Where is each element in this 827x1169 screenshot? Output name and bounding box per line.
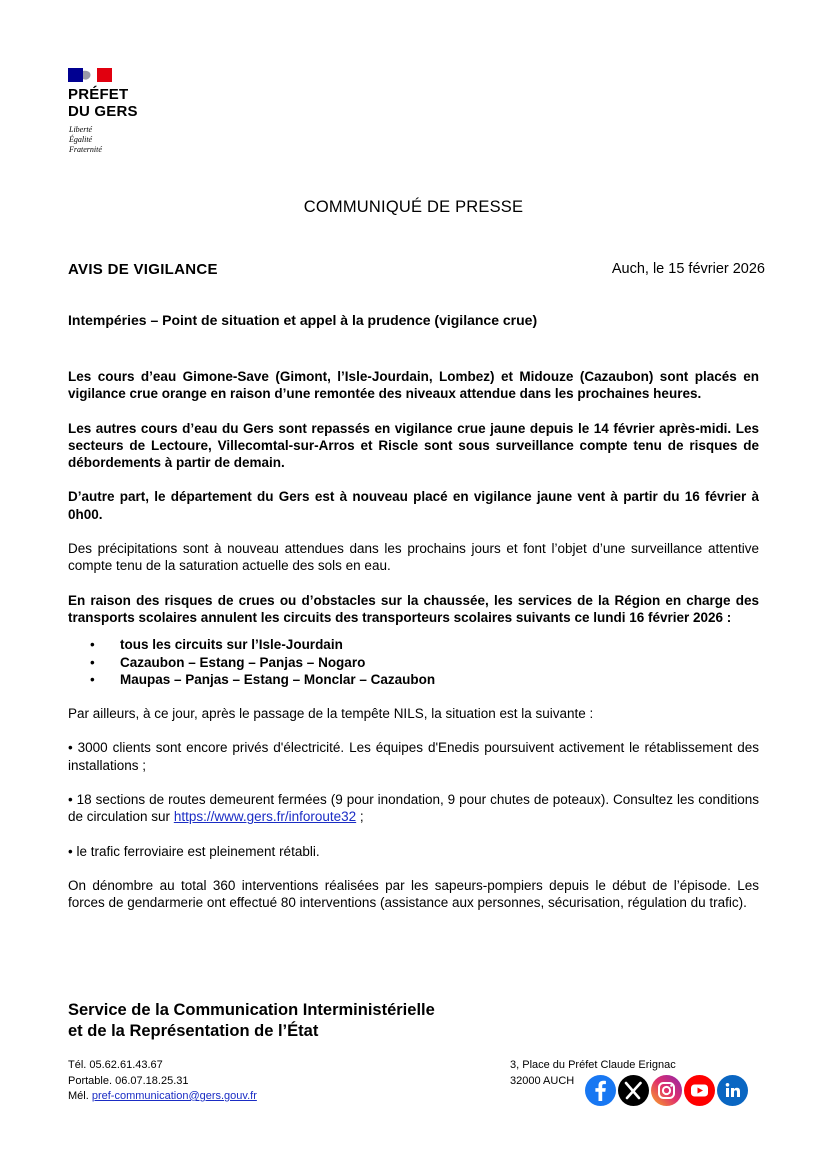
contact-block (68, 1058, 257, 1105)
marianne-flag-icon (68, 68, 112, 82)
paragraph-orange-vigilance: Les cours d’eau Gimone-Save (Gimont, l’Isle-Jourdain, Lombez) et Midouze (Cazaubon) sont placés en vigilance crue orange en raison d’une remontée des niveaux attendue dans les prochaines heures. (68, 369, 759, 402)
roads-text: • 18 sections de routes demeurent fermées (9 pour inondation, 9 pour chutes de poteaux). Consultez les conditions de circulation sur (68, 792, 759, 825)
email-link[interactable]: pref-communication@gers.gouv.fr (91, 1090, 257, 1102)
date-line: Auch, le 15 février 2026 (611, 261, 765, 277)
youtube-icon[interactable] (684, 1075, 715, 1106)
paragraph-yellow-vigilance: Les autres cours d’eau du Gers sont repassés en vigilance crue jaune depuis le 14 février après-midi. Les secteurs de Lectoure, Villecomtal-sur-Arros et Riscle sont sous surveillance compte tenu de risques de débordements à partir de demain. (68, 420, 759, 471)
motto-fraternite: Fraternité (69, 145, 102, 154)
motto-liberte: Liberté (69, 125, 93, 134)
list-item (68, 654, 759, 671)
document-type: COMMUNIQUÉ DE PRESSE (303, 198, 524, 216)
prefet-line-2: DU GERS (68, 103, 138, 120)
inforoute-link[interactable]: https://www.gers.fr/inforoute32 (173, 809, 357, 825)
subtitle: Intempéries – Point de situation et appel à la prudence (vigilance crue) (68, 312, 538, 328)
paragraph-electricity: • 3000 clients sont encore privés d'électricité. Les équipes d'Enedis poursuivent activement le rétablissement des installations ; (68, 740, 759, 773)
prefet-title (68, 86, 138, 120)
list-item (68, 636, 759, 653)
paragraph-school-transport: En raison des risques de crues ou d’obstacles sur la chaussée, les services de la Région en charge des transports scolaires annulent les circuits des transporteurs scolaires suivants ce lundi 16 février 2026 : (68, 592, 759, 625)
email-label: Mél. (68, 1090, 92, 1102)
prefet-line-1: PRÉFET (68, 86, 129, 103)
press-body (68, 368, 759, 929)
paragraph-precipitation: Des précipitations sont à nouveau attendues dans les prochains jours et font l’objet d’une surveillance attentive compte tenu de la saturation actuelle des sols en eau. (68, 541, 759, 574)
list-item (68, 671, 759, 688)
bullet: • (90, 671, 95, 687)
circuit-list (68, 636, 759, 688)
notice-label: AVIS DE VIGILANCE (68, 261, 218, 278)
paragraph-roads (68, 791, 759, 826)
x-icon[interactable] (618, 1075, 649, 1106)
bullet: • (90, 654, 95, 670)
service-line-2: et de la Représentation de l’État (68, 1022, 319, 1040)
list-item-text: tous les circuits sur l’Isle-Jourdain (120, 637, 343, 653)
bullet: • (90, 637, 95, 653)
roads-text-end: ; (356, 809, 364, 825)
email-line (68, 1089, 257, 1105)
list-item-text: Cazaubon – Estang – Panjas – Nogaro (120, 654, 366, 670)
facebook-icon[interactable] (585, 1075, 616, 1106)
paragraph-rail: • le trafic ferroviaire est pleinement rétabli. (68, 843, 320, 859)
phone: Tél. 05.62.61.43.67 (68, 1059, 163, 1071)
list-item-text: Maupas – Panjas – Estang – Monclar – Cazaubon (120, 671, 436, 687)
motto (69, 125, 102, 155)
address-line-2: 32000 AUCH (510, 1074, 575, 1087)
social-links (585, 1075, 748, 1106)
marianne-logo (68, 68, 112, 82)
motto-egalite: Égalité (69, 135, 93, 144)
mobile: Portable. 06.07.18.25.31 (68, 1074, 189, 1087)
instagram-icon[interactable] (651, 1075, 682, 1106)
paragraph-interventions: On dénombre au total 360 interventions réalisées par les sapeurs-pompiers depuis le début de l’épisode. Les forces de gendarmerie ont effectué 80 interventions (assistance aux personnes, sécurisation, régulation du trafic). (68, 877, 759, 911)
address-line-1: 3, Place du Préfet Claude Erignac (510, 1059, 676, 1071)
paragraph-situation-intro: Par ailleurs, à ce jour, après le passage de la tempête NILS, la situation est la suivante : (68, 706, 594, 722)
linkedin-icon[interactable] (717, 1075, 748, 1106)
service-line-1: Service de la Communication Interministérielle (68, 1001, 435, 1019)
service-title (68, 1000, 435, 1042)
paragraph-wind-vigilance: D’autre part, le département du Gers est à nouveau placé en vigilance jaune vent à partir du 16 février à 0h00. (68, 489, 759, 522)
